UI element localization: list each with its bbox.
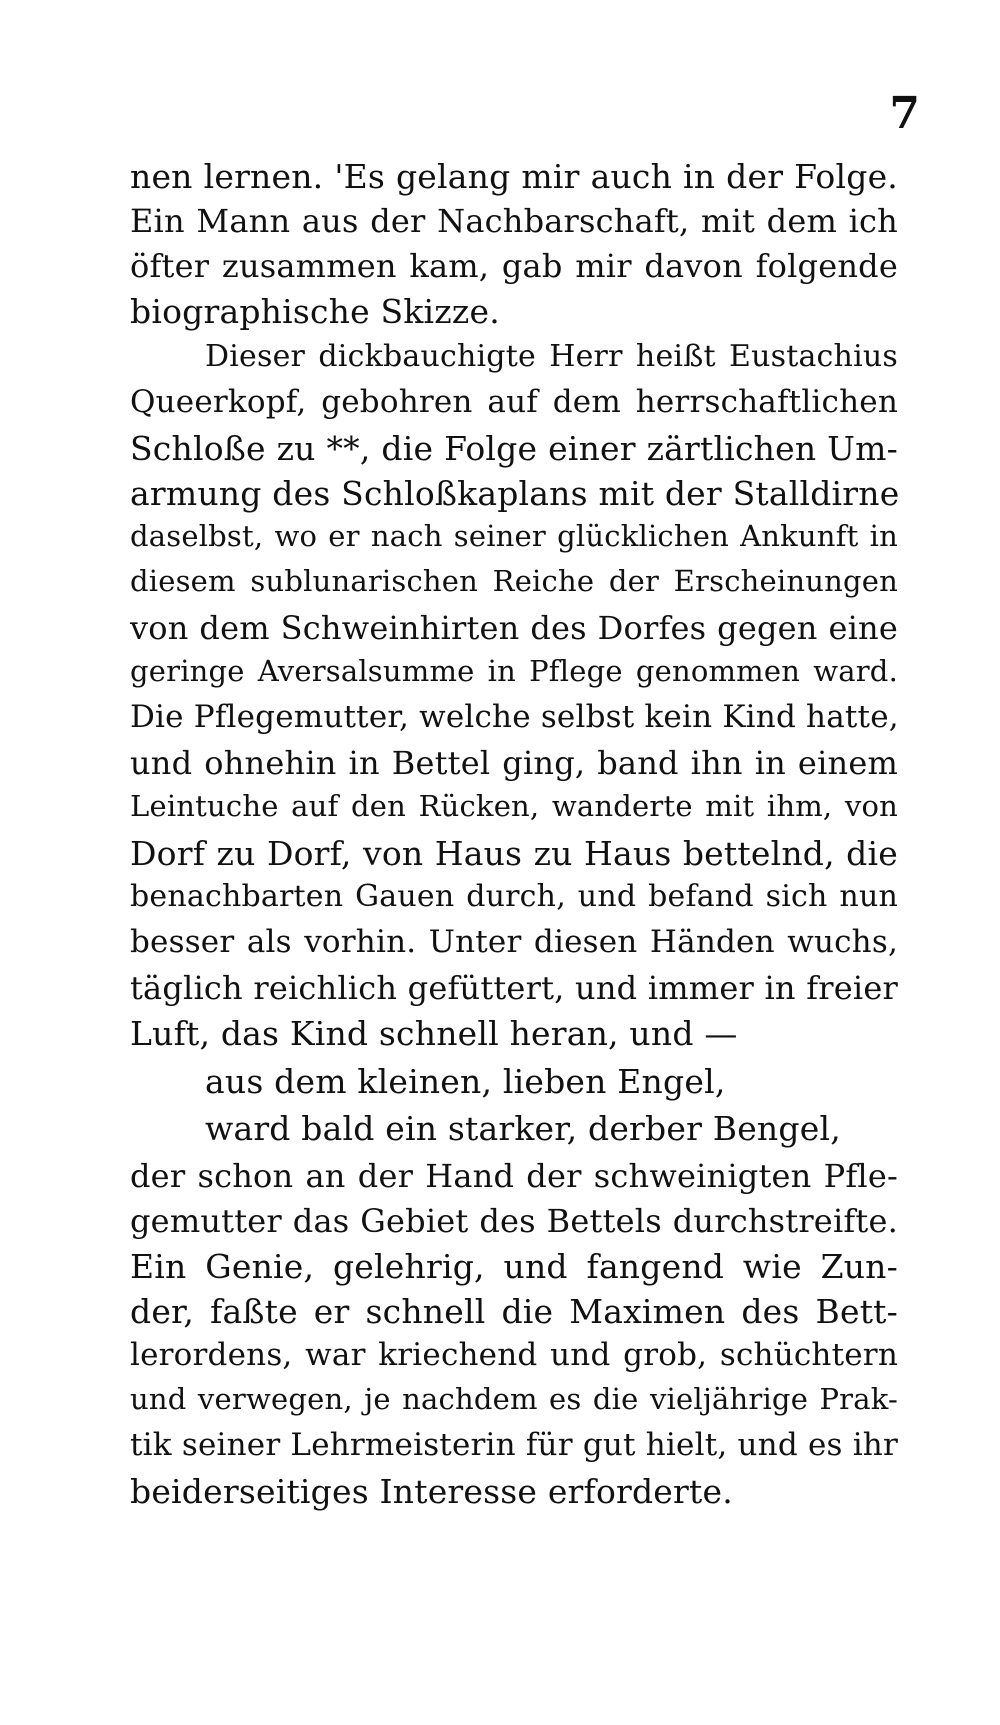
text-line: benachbarten Gauen durch, und befand sich nun: [130, 879, 898, 914]
text-line: nen lernen. 'Es gelang mir auch in der Folge.: [130, 157, 898, 196]
text-line: geringe Aversalsumme in Pflege genommen ward.: [130, 654, 898, 688]
text-line: von dem Schweinhirten des Dorfes gegen eine: [130, 609, 898, 647]
text-line: Die Pflegemutter, welche selbst kein Kind hatte,: [130, 699, 899, 735]
text-line: Luft, das Kind schnell heran, und —: [130, 1014, 738, 1053]
text-line: täglich reichlich gefüttert, und immer in freier: [130, 969, 898, 1007]
text-line: und ohnehin in Bettel ging, band ihn in einem: [130, 744, 898, 782]
text-line: Dorf zu Dorf, von Haus zu Haus bettelnd, die: [130, 834, 898, 873]
text-line: und verwegen, je nachdem es die vieljährige Prak-: [130, 1382, 898, 1416]
text-line: diesem sublunarischen Reiche der Erscheinungen: [130, 564, 898, 598]
text-line: Leintuche auf den Rücken, wanderte mit ihm, von: [130, 789, 898, 823]
text-line: Ein Mann aus der Nachbarschaft, mit dem ich: [130, 202, 898, 240]
text-line: Queerkopf, gebohren auf dem herrschaftlichen: [130, 384, 898, 420]
text-line: Schloße zu **, die Folge einer zärtlichen Um-: [130, 429, 898, 468]
page-number: 7: [889, 88, 920, 139]
text-line: beiderseitiges Interesse erforderte.: [130, 1472, 733, 1511]
text-line: biographische Skizze.: [130, 292, 500, 331]
text-line: öfter zusammen kam, gab mir davon folgende: [130, 247, 898, 285]
text-line: gemutter das Gebiet des Bettels durchstreifte.: [130, 1202, 898, 1240]
text-line: daselbst, wo er nach seiner glücklichen Ankunft in: [130, 519, 898, 553]
text-line: lerordens, war kriechend und grob, schüchtern: [130, 1337, 898, 1373]
text-line: Ein Genie, gelehrig, und fangend wie Zun-: [130, 1247, 898, 1286]
verse-line: ward bald ein starker, derber Bengel,: [205, 1109, 841, 1148]
text-line: tik seiner Lehrmeisterin für gut hielt, und es ihr: [130, 1427, 898, 1463]
text-line: besser als vorhin. Unter diesen Händen wuchs,: [130, 924, 898, 960]
text-line: der schon an der Hand der schweinigten Pfle-: [130, 1157, 898, 1195]
text-line: Dieser dickbauchigte Herr heißt Eustachius: [205, 339, 898, 374]
verse-line: aus dem kleinen, lieben Engel,: [205, 1062, 726, 1101]
text-line: der, faßte er schnell die Maximen des Bett-: [130, 1292, 898, 1331]
text-line: armung des Schloßkaplans mit der Stalldirne: [130, 474, 900, 513]
